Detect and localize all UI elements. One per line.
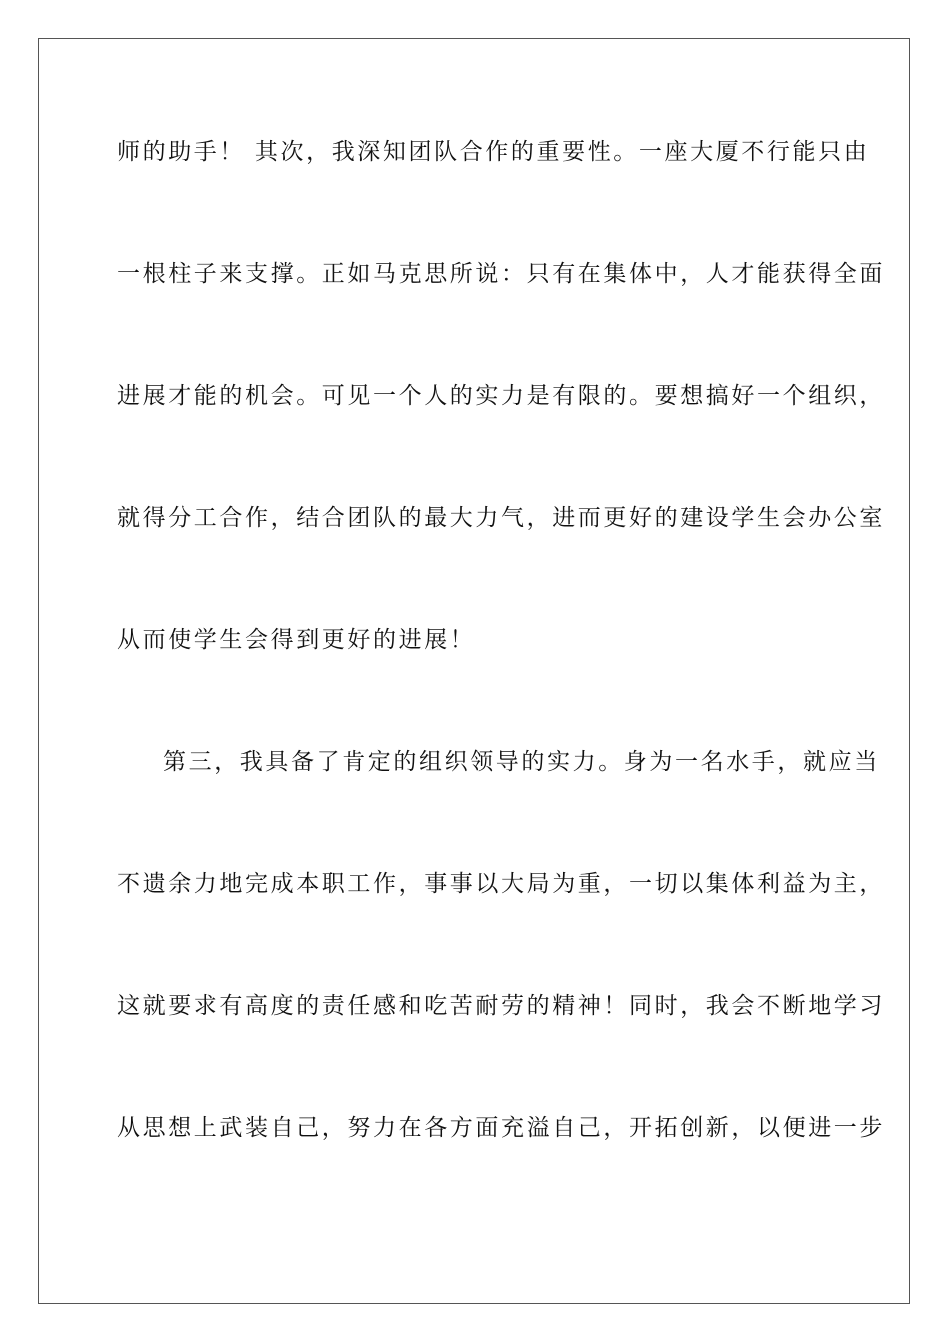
text-line: 进展才能的机会。可见一个人的实力是有限的。要想搞好一个组织， bbox=[117, 383, 885, 409]
text-line: 一根柱子来支撑。正如马克思所说：只有在集体中，人才能获得全面 bbox=[117, 261, 885, 287]
text-line: 从而使学生会得到更好的进展！ bbox=[117, 627, 476, 653]
text-line: 就得分工合作，结合团队的最大力气，进而更好的建设学生会办公室 bbox=[117, 505, 885, 531]
text-line: 师的助手！ 其次，我深知团队合作的重要性。一座大厦不行能只由 bbox=[117, 139, 870, 165]
text-line: 不遗余力地完成本职工作，事事以大局为重，一切以集体利益为主， bbox=[117, 871, 885, 897]
text-line: 从思想上武装自己，努力在各方面充溢自己，开拓创新，以便进一步 bbox=[117, 1115, 885, 1141]
paragraph-start-line: 第三，我具备了肯定的组织领导的实力。身为一名水手，就应当 bbox=[163, 749, 880, 775]
text-line: 这就要求有高度的责任感和吃苦耐劳的精神！同时，我会不断地学习 bbox=[117, 993, 885, 1019]
